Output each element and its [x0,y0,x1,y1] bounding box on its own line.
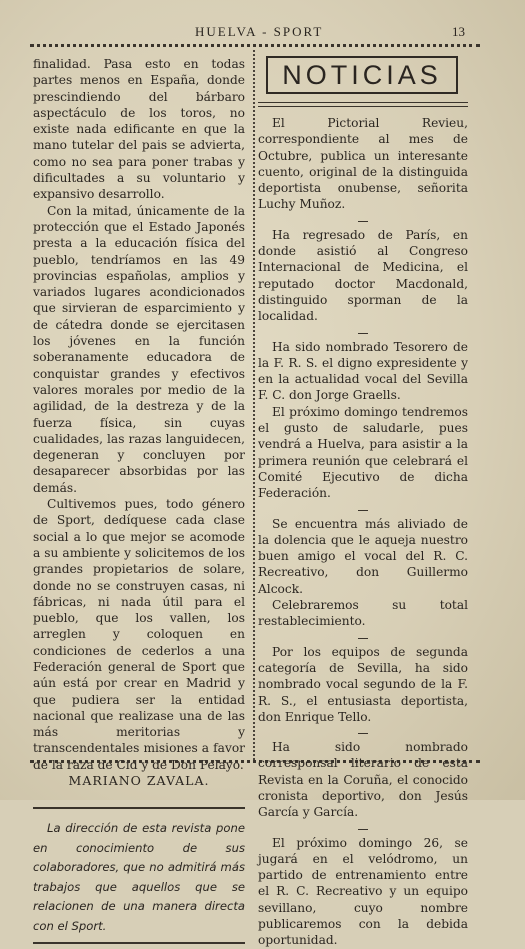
right-column [258,56,468,949]
notice-bottom-rule [33,942,245,944]
title-double-rule [258,102,468,107]
news-separator [258,214,468,226]
article-paragraph: finalidad. Pasa esto en todas partes menos en España, donde prescindiendo del bárbaro aspectáculo de los toros, no existe nada edificante en que la mano tutelar del pais se advierta, como no sea para poner trabas y dificultades a su voluntario y expansivo desarrollo. [33,57,245,202]
left-column [33,56,245,944]
news-separator [258,503,468,515]
news-separator [258,326,468,338]
running-head [0,24,525,42]
article-paragraph: Con la mitad, únicamente de la protección que el Estado Japonés presta a la educación física del pueblo, tendríamos en las 49 provincias españolas, amplios y variados lugares acondicionados que sirvieran de esparcimiento y de cátedra donde se ejercitasen los jóvenes en la función soberanamente educadora de conquistar grandes y efectivos valores morales por medio de la agilidad, de la destreza y de la fuerza física, sin cuyas cualidades, las razas languidecen, degeneran y concluyen por desaparecer absorbidas por las demás. [33,203,245,495]
news-item: El próximo domingo tendremos el gusto de saludarle, pues vendrá a Huelva, para asistir a la primera reunión que celebrará el Comité Ejecutivo de dicha Federación. [258,404,468,501]
running-title: HUELVA - SPORT [195,24,324,39]
news-item: Ha regresado de París, en donde asistió al Congreso Internacional de Medicina, el reputado doctor Macdonald, distinguido sporman de la localidad. [258,227,468,324]
news-item: El Pictorial Revieu, correspondiente al mes de Octubre, publica un interesante cuento, original de la distinguida deportista onubense, señorita Luchy Muñoz. [258,116,468,212]
news-separator [258,822,468,834]
editorial-notice: La dirección de esta revista pone en conocimiento de sus colaboradores, que no admitirá más trabajos que aquellos que se relacionen de una manera directa con el Sport. [33,821,245,933]
news-item: El próximo domingo 26, se jugará en el velódromo, un partido de entrenamiento entre el R. C. Recreativo y un equipo sevillano, cuyo nombre publicaremos con la debida oportunidad. [258,835,468,948]
news-item: Se encuentra más aliviado de la dolencia que le aqueja nuestro buen amigo el vocal del R. C. Recreativo, don Guillermo Alcock. [258,516,468,596]
section-title-box [266,56,458,94]
top-rule [30,44,480,50]
notice-top-rule [33,807,245,809]
author-signature: MARIANO ZAVALA. [68,773,210,789]
news-item: Ha sido nombrado Tesorero de la F. R. S. el digno expresidente y en la actualidad vocal del Sevilla F. C. don Jorge Graells. [258,339,468,403]
section-title: NOTICIAS [282,60,442,90]
news-item: Ha sido nombrado corresponsal literario de esta Revista en la Coruña, el conocido cronista deportivo, don Jesús García y García. [258,740,468,820]
news-separator [258,726,468,738]
page-number: 13 [452,24,465,39]
news-separator [258,631,468,643]
column-divider [253,50,255,760]
bottom-rule [30,760,480,766]
article-paragraph: Cultivemos pues, todo género de Sport, dedíquese cada clase social a lo que mejor se acomode a su ambiente y solicitemos de los grandes propietarios de solare, donde no se construyen casas, ni fábricas, ni nada útil para el pueblo, que los vallen, los arreglen y coloquen en condiciones de cederlos a una Federación general de Sport que aún está por crear en Madrid y que pudiera ser la entidad nacional que realizase una de las más meritorias y transcendentales misiones a favor de la raza de Cid y de Don Pelayo. [33,497,245,772]
news-item: Celebraremos su total restablecimiento. [258,598,468,629]
news-item: Por los equipos de segunda categoría de Sevilla, ha sido nombrado vocal segundo de la F. R. S., el entusiasta deportista, don Enrique Tello. [258,644,468,724]
